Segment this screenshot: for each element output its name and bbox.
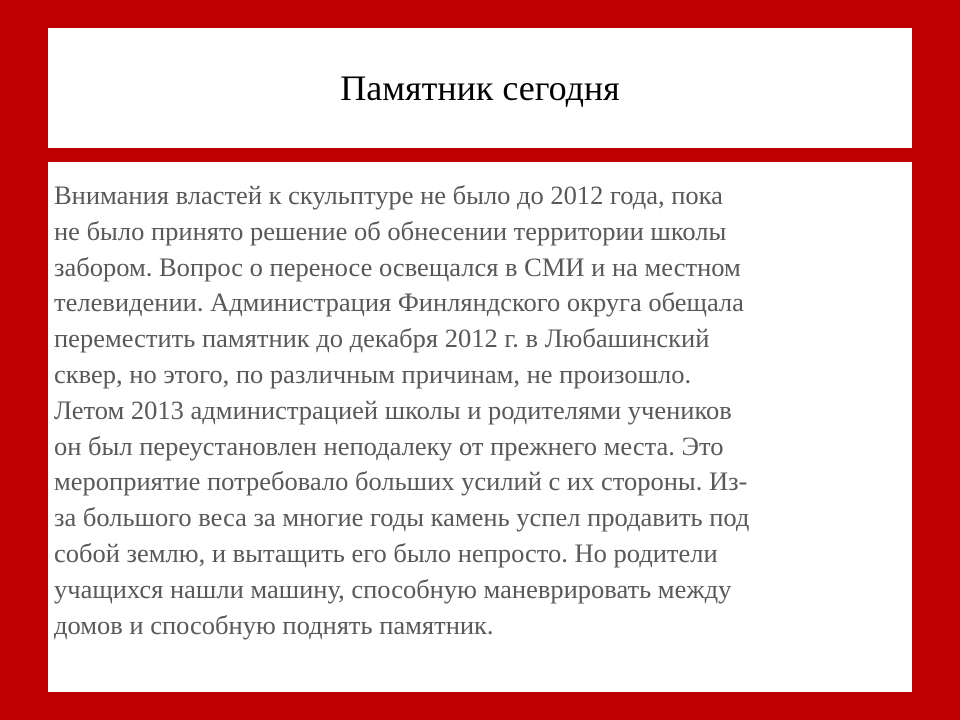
body-line: Внимания властей к скульптуре не было до 2012 года, пока <box>54 180 723 210</box>
body-line: собой землю, и вытащить его было непросто. Но родители <box>54 537 718 568</box>
slide-title: Памятник сегодня <box>340 68 620 108</box>
title-panel <box>48 28 912 148</box>
body-line: сквер, но этого, по различным причинам, не произошло. <box>54 358 692 389</box>
body-line: переместить памятник до декабря 2012 г. в Любашинский <box>54 323 710 354</box>
body-line: за большого веса за многие годы камень успел продавить под <box>54 502 750 533</box>
body-line: домов и способную поднять памятник. <box>54 609 494 640</box>
body-line: он был переустановлен неподалеку от прежнего места. Это <box>54 430 724 461</box>
body-line: телевидении. Администрация Финляндского округа обещала <box>54 287 744 318</box>
body-line: не было принято решение об обнесении территории школы <box>54 215 727 246</box>
body-line: мероприятие потребовало больших усилий с их стороны. Из- <box>54 466 748 497</box>
body-paragraph <box>54 178 894 643</box>
body-line: забором. Вопрос о переносе освещался в СМИ и на местном <box>54 251 741 282</box>
body-line: Летом 2013 администрацией школы и родителями учеников <box>54 394 732 425</box>
body-line: учащихся нашли машину, способную маневрировать между <box>54 573 732 604</box>
content-panel <box>48 162 912 692</box>
